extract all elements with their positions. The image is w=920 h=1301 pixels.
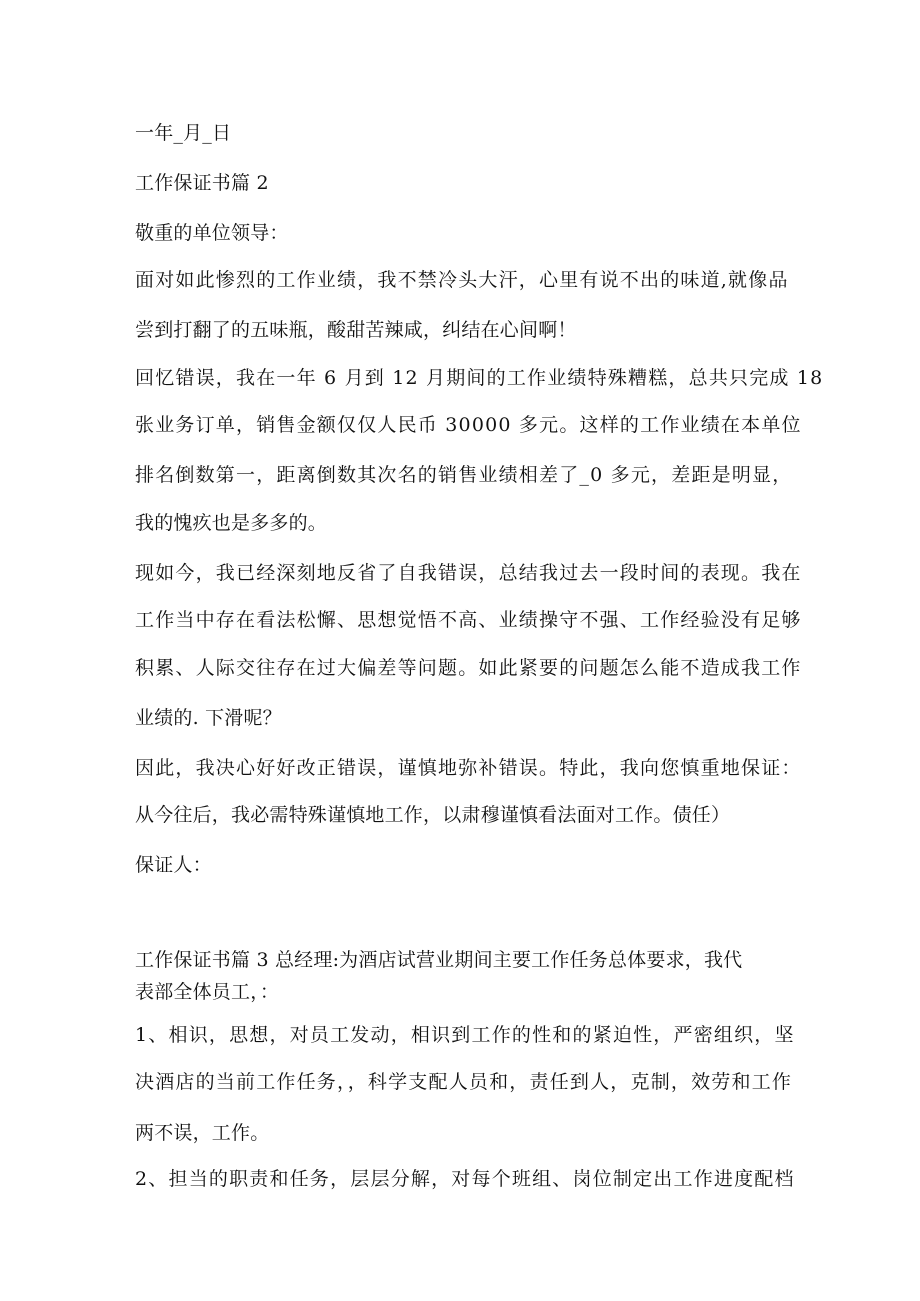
paragraph-line: 因此，我决心好好改正错误，谨慎地弥补错误。特此，我向您慎重地保证：: [135, 757, 802, 779]
paragraph-line: 1、相识，思想，对员工发动，相识到工作的性和的紧迫性，严密组织，坚: [135, 1024, 795, 1046]
section-heading: 工作保证书篇 2: [135, 172, 269, 194]
paragraph-line: 张业务订单，销售金额仅仅人民币 30000 多元。这样的工作业绩在本单位: [135, 414, 802, 436]
paragraph-line: 回忆错误，我在一年 6 月到 12 月期间的工作业绩特殊糟糕，总共只完成 18: [135, 367, 824, 389]
paragraph-line: 积累、人际交往存在过大偏差等问题。如此紧要的问题怎么能不造成我工作: [135, 657, 802, 679]
signature-label: 保证人：: [135, 854, 212, 876]
paragraph-line: 现如今，我已经深刻地反省了自我错误，总结我过去一段时间的表现。我在: [135, 562, 802, 584]
paragraph-line: 2、担当的职责和任务，层层分解，对每个班组、岗位制定出工作进度配档: [135, 1168, 795, 1190]
paragraph-line: 工作当中存在看法松懈、思想觉悟不高、业绩操守不强、工作经验没有足够: [135, 609, 802, 631]
paragraph-line: 我的愧疚也是多多的。: [135, 512, 328, 534]
paragraph-line: 面对如此惨烈的工作业绩，我不禁冷头大汗，心里有说不出的味道,就像品: [135, 269, 789, 291]
paragraph-line: 表部全体员工，：: [135, 981, 280, 1003]
paragraph-line: 两不误，工作。: [135, 1122, 270, 1144]
paragraph-line: 业绩的. 下滑呢？: [135, 707, 282, 729]
salutation: 敬重的单位领导：: [135, 222, 289, 244]
paragraph-line: 排名倒数第一，距离倒数其次名的销售业绩相差了_0 多元，差距是明显，: [135, 464, 793, 486]
paragraph-line: 尝到打翻了的五味瓶，酸甜苦辣咸，纠结在心间啊！: [135, 319, 577, 341]
section-heading: 工作保证书篇 3 总经理:为酒店试营业期间主要工作任务总体要求，我代: [135, 949, 743, 971]
paragraph-line: 从今往后，我必需特殊谨慎地工作，以肃穆谨慎看法面对工作。债任）: [135, 804, 731, 826]
paragraph-line: 决酒店的当前工作任务，，科学支配人员和，责任到人，克制，效劳和工作: [135, 1071, 793, 1093]
date-line: 一年_月_日: [135, 122, 232, 144]
